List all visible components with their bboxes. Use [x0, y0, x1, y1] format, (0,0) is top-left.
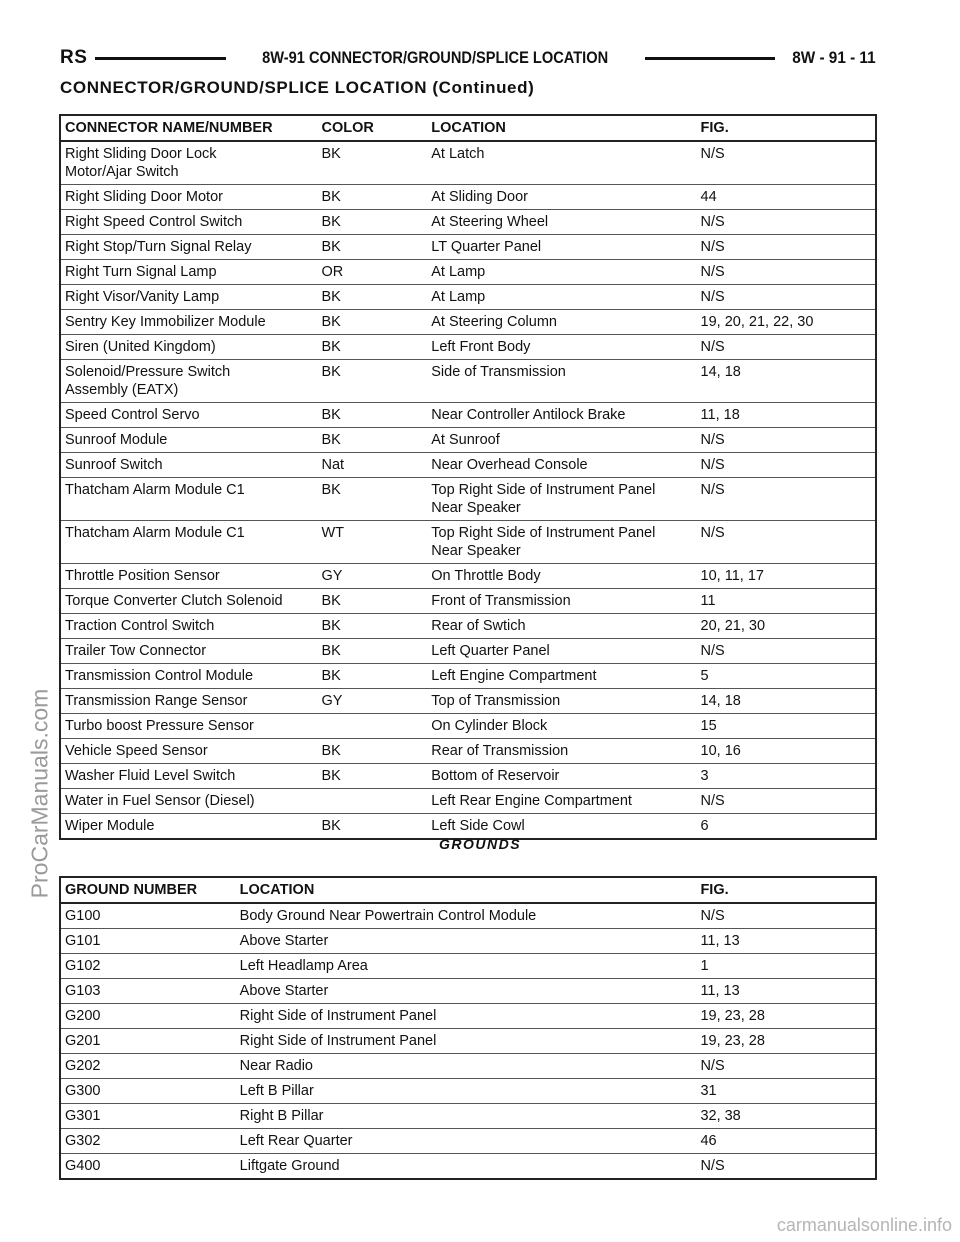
- column-header: GROUND NUMBER: [60, 877, 236, 903]
- table-cell: G300: [60, 1079, 236, 1104]
- table-cell: Nat: [317, 453, 427, 478]
- table-cell: Torque Converter Clutch Solenoid: [60, 589, 317, 614]
- table-cell: 19, 23, 28: [696, 1029, 876, 1054]
- ground-row: [60, 1079, 876, 1104]
- table-cell: Near Controller Antilock Brake: [427, 403, 696, 428]
- table-cell: N/S: [697, 428, 876, 453]
- table-cell: Solenoid/Pressure Switch Assembly (EATX): [60, 360, 317, 403]
- ground-row: [60, 1154, 876, 1180]
- connector-row: [60, 310, 876, 335]
- table-cell: BK: [317, 285, 427, 310]
- table-cell: Trailer Tow Connector: [60, 639, 317, 664]
- table-cell: Left Side Cowl: [427, 814, 696, 840]
- table-cell: G400: [60, 1154, 236, 1180]
- connector-row: [60, 589, 876, 614]
- footer-watermark: carmanualsonline.info: [776, 1215, 952, 1235]
- table-cell: Left Rear Engine Compartment: [427, 789, 696, 814]
- table-cell: Thatcham Alarm Module C1: [60, 521, 317, 564]
- table-cell: G102: [60, 954, 236, 979]
- connector-row: [60, 564, 876, 589]
- connector-row: [60, 789, 876, 814]
- table-cell: 20, 21, 30: [697, 614, 876, 639]
- table-cell: Left Front Body: [427, 335, 696, 360]
- page-title: 8W-91 CONNECTOR/GROUND/SPLICE LOCATION: [262, 48, 609, 67]
- table-cell: [317, 789, 427, 814]
- connector-row: [60, 739, 876, 764]
- table-cell: Rear of Swtich: [427, 614, 696, 639]
- table-cell: LT Quarter Panel: [427, 235, 696, 260]
- table-cell: Bottom of Reservoir: [427, 764, 696, 789]
- connector-row: [60, 260, 876, 285]
- table-cell: BK: [317, 360, 427, 403]
- connector-row: [60, 285, 876, 310]
- table-cell: BK: [317, 235, 427, 260]
- connector-table: [59, 114, 877, 840]
- column-header: LOCATION: [236, 877, 697, 903]
- table-cell: G101: [60, 929, 236, 954]
- table-cell: N/S: [696, 1054, 876, 1079]
- table-cell: Right B Pillar: [236, 1104, 697, 1129]
- connector-row: [60, 428, 876, 453]
- table-cell: N/S: [696, 903, 876, 929]
- table-cell: Right Stop/Turn Signal Relay: [60, 235, 317, 260]
- connector-row: [60, 714, 876, 739]
- table-cell: N/S: [697, 639, 876, 664]
- table-cell: N/S: [697, 285, 876, 310]
- table-cell: N/S: [696, 1154, 876, 1180]
- connector-row: [60, 403, 876, 428]
- table-cell: At Sunroof: [427, 428, 696, 453]
- table-cell: 31: [696, 1079, 876, 1104]
- connector-row: [60, 764, 876, 789]
- connector-row: [60, 614, 876, 639]
- column-header: LOCATION: [427, 115, 696, 141]
- table-cell: 11, 13: [696, 979, 876, 1004]
- table-cell: BK: [317, 589, 427, 614]
- table-cell: Left B Pillar: [236, 1079, 697, 1104]
- side-watermark: ProCarManuals.com: [26, 688, 53, 899]
- connector-row: [60, 664, 876, 689]
- table-cell: BK: [317, 428, 427, 453]
- table-cell: G103: [60, 979, 236, 1004]
- table-cell: Right Side of Instrument Panel: [236, 1004, 697, 1029]
- table-cell: OR: [317, 260, 427, 285]
- ground-row: [60, 1104, 876, 1129]
- table-cell: Right Sliding Door Motor: [60, 185, 317, 210]
- table-cell: 14, 18: [697, 689, 876, 714]
- connector-row: [60, 453, 876, 478]
- section-heading: CONNECTOR/GROUND/SPLICE LOCATION (Continued): [60, 78, 535, 97]
- table-cell: Liftgate Ground: [236, 1154, 697, 1180]
- connector-row: [60, 185, 876, 210]
- table-cell: Right Speed Control Switch: [60, 210, 317, 235]
- table-cell: Right Visor/Vanity Lamp: [60, 285, 317, 310]
- table-cell: At Lamp: [427, 285, 696, 310]
- table-cell: Rear of Transmission: [427, 739, 696, 764]
- table-cell: Speed Control Servo: [60, 403, 317, 428]
- table-cell: Left Engine Compartment: [427, 664, 696, 689]
- connector-row: [60, 235, 876, 260]
- table-cell: N/S: [697, 478, 876, 521]
- table-cell: 11: [697, 589, 876, 614]
- table-cell: BK: [317, 764, 427, 789]
- column-header: COLOR: [317, 115, 427, 141]
- connector-row: [60, 521, 876, 564]
- table-cell: Front of Transmission: [427, 589, 696, 614]
- table-cell: Traction Control Switch: [60, 614, 317, 639]
- table-cell: [317, 714, 427, 739]
- ground-row: [60, 1129, 876, 1154]
- table-cell: At Sliding Door: [427, 185, 696, 210]
- column-header: FIG.: [696, 877, 876, 903]
- table-cell: BK: [317, 335, 427, 360]
- table-cell: 14, 18: [697, 360, 876, 403]
- table-cell: Body Ground Near Powertrain Control Module: [236, 903, 697, 929]
- table-cell: BK: [317, 141, 427, 185]
- ground-row: [60, 929, 876, 954]
- table-cell: 11, 18: [697, 403, 876, 428]
- ground-row: [60, 1029, 876, 1054]
- table-cell: BK: [317, 614, 427, 639]
- table-cell: GY: [317, 564, 427, 589]
- table-cell: At Steering Column: [427, 310, 696, 335]
- table-cell: At Latch: [427, 141, 696, 185]
- table-cell: 3: [697, 764, 876, 789]
- table-cell: N/S: [697, 210, 876, 235]
- ground-row: [60, 954, 876, 979]
- table-cell: Sentry Key Immobilizer Module: [60, 310, 317, 335]
- table-cell: BK: [317, 664, 427, 689]
- table-cell: N/S: [697, 141, 876, 185]
- table-cell: Water in Fuel Sensor (Diesel): [60, 789, 317, 814]
- table-cell: Transmission Range Sensor: [60, 689, 317, 714]
- table-cell: N/S: [697, 335, 876, 360]
- table-cell: Near Overhead Console: [427, 453, 696, 478]
- table-cell: 1: [696, 954, 876, 979]
- table-cell: Top Right Side of Instrument Panel Near Speaker: [427, 521, 696, 564]
- table-cell: Right Sliding Door Lock Motor/Ajar Switch: [60, 141, 317, 185]
- table-cell: BK: [317, 739, 427, 764]
- ground-row: [60, 979, 876, 1004]
- table-cell: 46: [696, 1129, 876, 1154]
- table-cell: G201: [60, 1029, 236, 1054]
- grounds-table: [59, 876, 877, 1180]
- table-cell: Turbo boost Pressure Sensor: [60, 714, 317, 739]
- table-cell: Right Side of Instrument Panel: [236, 1029, 697, 1054]
- page-header: [60, 46, 876, 70]
- table-cell: 19, 23, 28: [696, 1004, 876, 1029]
- connector-row: [60, 335, 876, 360]
- table-cell: WT: [317, 521, 427, 564]
- table-cell: Thatcham Alarm Module C1: [60, 478, 317, 521]
- table-cell: Wiper Module: [60, 814, 317, 840]
- table-cell: G200: [60, 1004, 236, 1029]
- table-cell: 5: [697, 664, 876, 689]
- connector-row: [60, 210, 876, 235]
- table-cell: GY: [317, 689, 427, 714]
- table-cell: Above Starter: [236, 979, 697, 1004]
- ground-row: [60, 903, 876, 929]
- table-cell: BK: [317, 310, 427, 335]
- table-cell: Washer Fluid Level Switch: [60, 764, 317, 789]
- table-cell: Vehicle Speed Sensor: [60, 739, 317, 764]
- ground-row: [60, 1054, 876, 1079]
- connector-row: [60, 478, 876, 521]
- ground-row: [60, 1004, 876, 1029]
- table-cell: N/S: [697, 521, 876, 564]
- table-cell: BK: [317, 639, 427, 664]
- table-cell: Left Quarter Panel: [427, 639, 696, 664]
- table-cell: 11, 13: [696, 929, 876, 954]
- grounds-heading: GROUNDS: [438, 836, 522, 852]
- table-cell: BK: [317, 210, 427, 235]
- table-cell: G202: [60, 1054, 236, 1079]
- table-cell: 10, 11, 17: [697, 564, 876, 589]
- header-rule-left: [95, 57, 226, 60]
- connector-row: [60, 689, 876, 714]
- table-cell: N/S: [697, 235, 876, 260]
- table-cell: Left Headlamp Area: [236, 954, 697, 979]
- connector-row: [60, 360, 876, 403]
- table-cell: 10, 16: [697, 739, 876, 764]
- table-cell: 6: [697, 814, 876, 840]
- table-cell: Near Radio: [236, 1054, 697, 1079]
- table-cell: N/S: [697, 789, 876, 814]
- section-code: RS: [60, 47, 88, 68]
- table-cell: G100: [60, 903, 236, 929]
- table-cell: 32, 38: [696, 1104, 876, 1129]
- table-cell: Transmission Control Module: [60, 664, 317, 689]
- table-cell: Top Right Side of Instrument Panel Near Speaker: [427, 478, 696, 521]
- table-cell: At Steering Wheel: [427, 210, 696, 235]
- page-number: 8W - 91 - 11: [792, 48, 877, 67]
- table-cell: 15: [697, 714, 876, 739]
- table-cell: BK: [317, 478, 427, 521]
- column-header: FIG.: [697, 115, 876, 141]
- table-cell: Sunroof Module: [60, 428, 317, 453]
- connector-row: [60, 639, 876, 664]
- table-cell: 19, 20, 21, 22, 30: [697, 310, 876, 335]
- table-cell: Left Rear Quarter: [236, 1129, 697, 1154]
- table-cell: BK: [317, 185, 427, 210]
- table-cell: At Lamp: [427, 260, 696, 285]
- table-cell: On Cylinder Block: [427, 714, 696, 739]
- table-cell: Side of Transmission: [427, 360, 696, 403]
- table-cell: G301: [60, 1104, 236, 1129]
- column-header: CONNECTOR NAME/NUMBER: [60, 115, 317, 141]
- table-cell: Siren (United Kingdom): [60, 335, 317, 360]
- table-header-row: [60, 115, 876, 141]
- table-cell: 44: [697, 185, 876, 210]
- table-cell: Above Starter: [236, 929, 697, 954]
- connector-row: [60, 141, 876, 185]
- table-cell: G302: [60, 1129, 236, 1154]
- table-cell: Top of Transmission: [427, 689, 696, 714]
- table-cell: BK: [317, 403, 427, 428]
- table-cell: Throttle Position Sensor: [60, 564, 317, 589]
- table-cell: N/S: [697, 453, 876, 478]
- table-cell: N/S: [697, 260, 876, 285]
- table-cell: Right Turn Signal Lamp: [60, 260, 317, 285]
- table-cell: BK: [317, 814, 427, 840]
- table-cell: On Throttle Body: [427, 564, 696, 589]
- table-cell: Sunroof Switch: [60, 453, 317, 478]
- header-rule-right: [645, 57, 776, 60]
- table-header-row: [60, 877, 876, 903]
